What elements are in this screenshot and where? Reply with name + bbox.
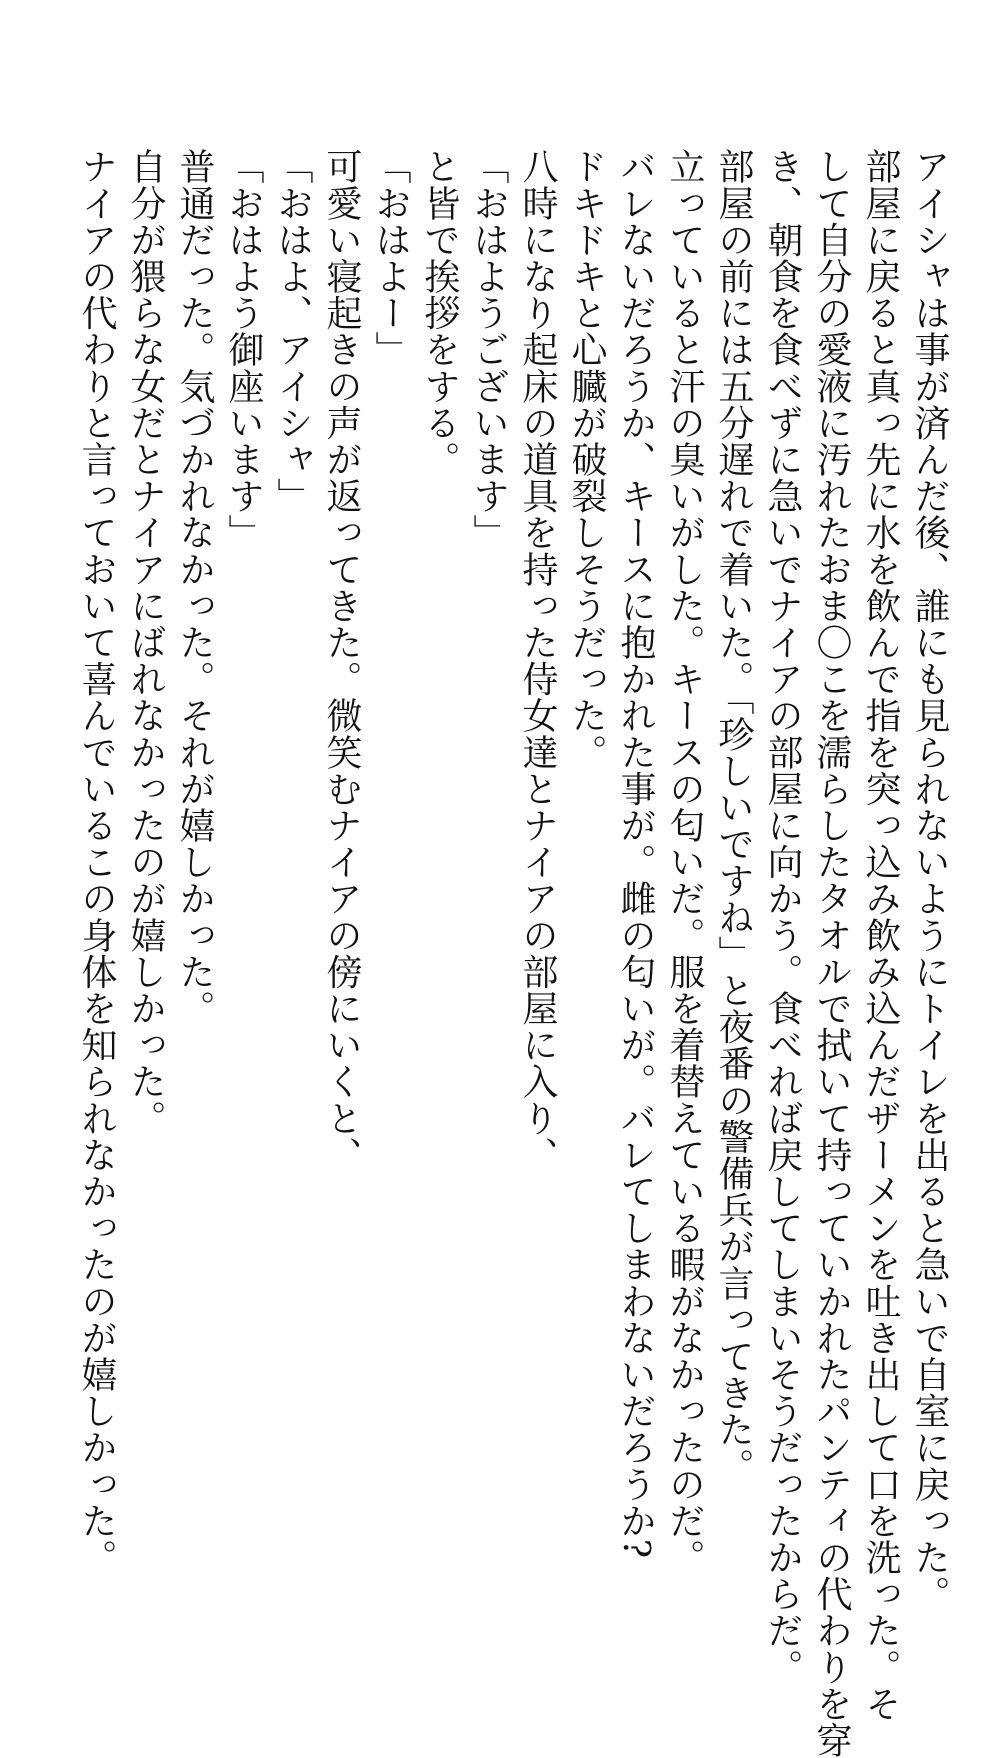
text-line-14: 「おはよ、アイシャ」 — [272, 148, 313, 514]
text-line-16: 普通だった。気づかれなかった。それが嬉しかった。 — [174, 148, 215, 1027]
text-line-9: 八時になり起床の道具を持った侍女達とナイアの部屋に入り、 — [517, 148, 558, 1173]
text-line-8: ドキドキと心臓が破裂しそうだった。 — [566, 148, 607, 771]
text-line-17: 自分が猥らな女だとナイアにばれなかったのが嬉しかった。 — [125, 148, 166, 1137]
text-line-13: 可愛い寝起きの声が返ってきた。微笑むナイアの傍にいくと、 — [321, 148, 362, 1173]
vertical-text-body — [72, 148, 954, 1758]
text-line-4: き、朝食を食べずに急いでナイアの部屋に向かう。食べれば戻してしまいそうだったからだ。 — [762, 148, 803, 1686]
text-line-15: 「おはよう御座います」 — [223, 148, 264, 551]
text-line-1: アイシャは事が済んだ後、誰にも見られないようにトイレを出ると急いで自室に戻った。 — [909, 148, 950, 1612]
text-line-18: ナイアの代わりと言っておいて喜んでいるこの身体を知られなかったのが嬉しかった。 — [76, 148, 117, 1576]
text-line-7: バレないだろうか、キースに抱かれた事が。雌の匂いが。バレてしまわないだろうか? — [615, 148, 656, 1559]
text-line-12: 「おはよー」 — [370, 148, 411, 368]
text-line-5: 部屋の前には五分遅れで着いた。「珍しいですね」と夜番の警備兵が言ってきた。 — [713, 148, 754, 1485]
text-line-10: 「おはようございます」 — [468, 148, 509, 551]
text-line-2: 部屋に戻ると真っ先に水を飲んで指を突っ込み飲み込んだザーメンを吐き出して口を洗った。そ — [860, 148, 901, 1722]
text-line-3: して自分の愛液に汚れたおま〇こを濡らしたタオルで拭いて持っていかれたパンティの代わりを穿 — [811, 148, 852, 1758]
text-line-11: と皆で挨拶をする。 — [419, 148, 460, 478]
text-line-6: 立っていると汗の臭いがした。キースの匂いだ。服を着替えている暇がなかったのだ。 — [664, 148, 705, 1576]
